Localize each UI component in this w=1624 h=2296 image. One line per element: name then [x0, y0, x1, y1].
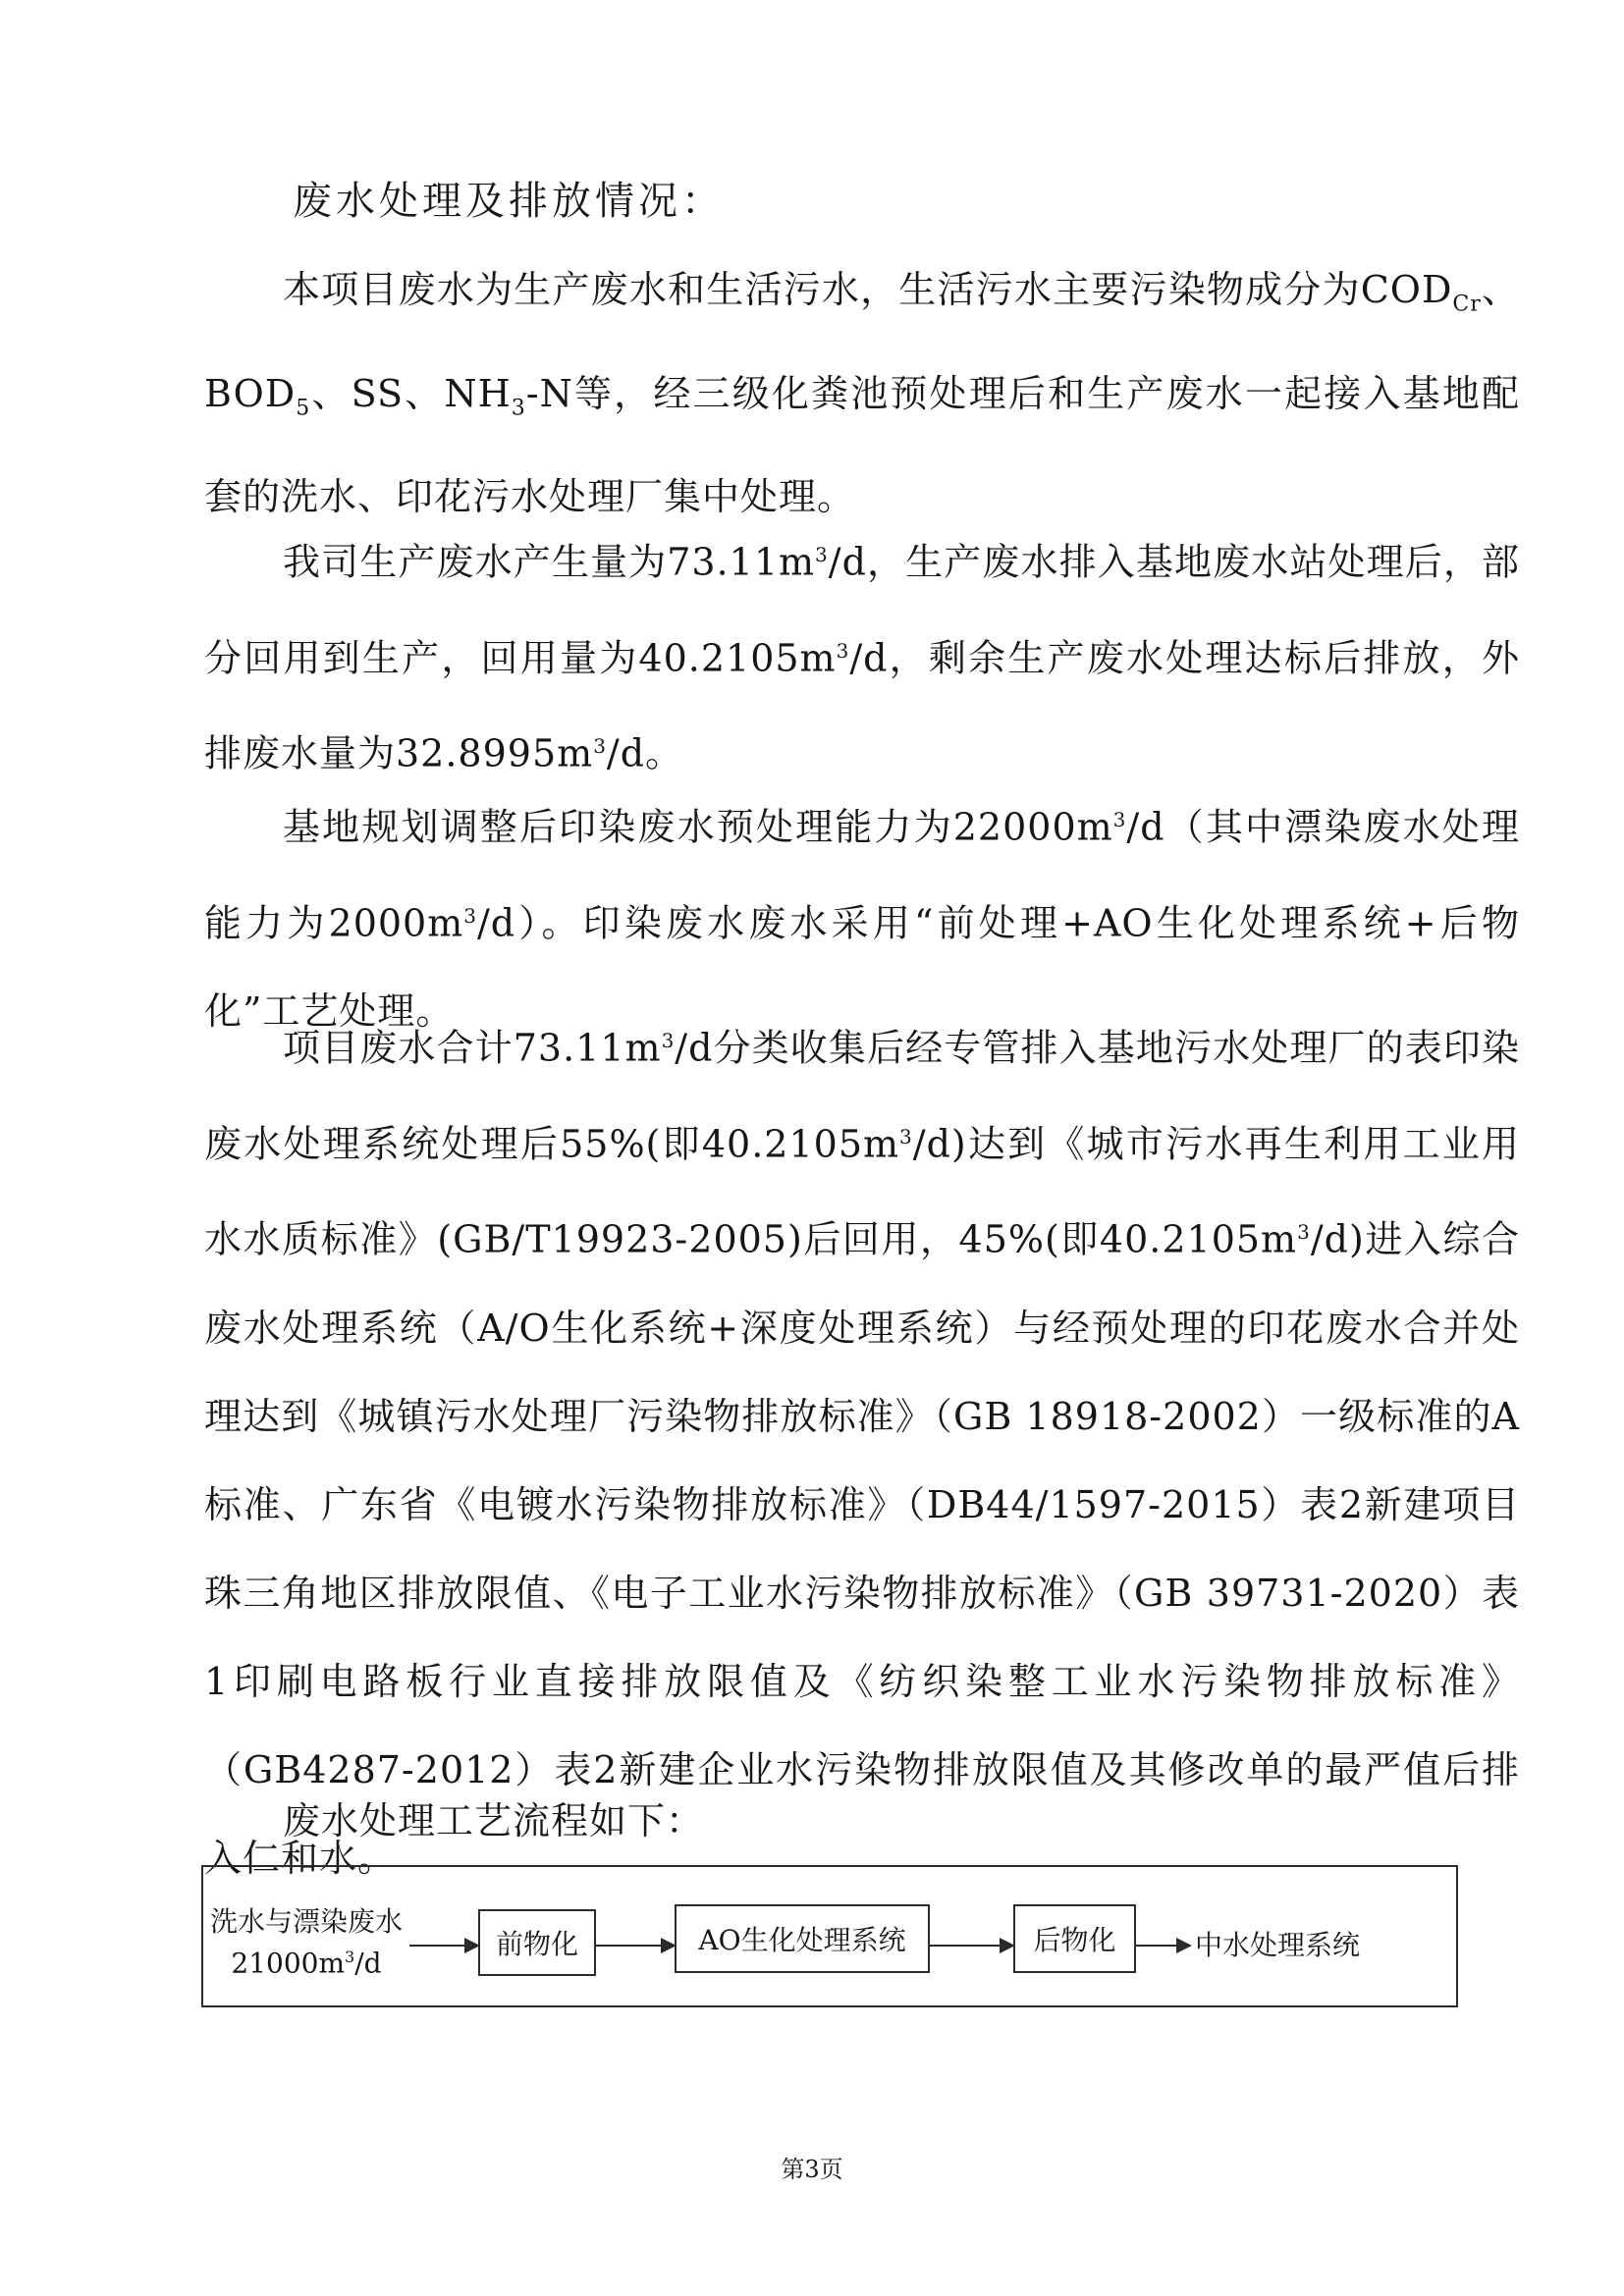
text-run: 项目废水合计73.11m — [283, 1026, 662, 1070]
text-run: /d)达到《城市污水再生利用工业用水水质标准》(GB/T19923-2005)后回用，45%(即40.2105m — [204, 1122, 1520, 1261]
text-run: /d，剩余生产废水处理达标后排放，外排废水量为32.8995m — [204, 636, 1520, 775]
subscript: Cr — [1452, 292, 1482, 317]
superscript: 3 — [815, 543, 829, 566]
text-run: 我司生产废水产生量为73.11m — [283, 540, 816, 584]
text-run: 本项目废水为生产废水和生活污水，生活污水主要污染物成分为COD — [283, 268, 1453, 311]
text-run: /d）。印染废水废水采用“前处理+AO生化处理系统+后物化”工艺处理。 — [204, 901, 1520, 1034]
flow-arrow — [930, 1945, 1013, 1947]
text-run: /d（其中漂染废水处理能力为2000m — [204, 805, 1520, 945]
text-run: 基地规划调整后印染废水预处理能力为22000m — [283, 805, 1113, 849]
process-flow-diagram — [201, 1865, 1458, 2007]
text-run: /d，生产废水排入基地废水站处理后，部分回用到生产，回用量为40.2105m — [204, 540, 1520, 680]
superscript: 3 — [593, 734, 607, 759]
flow-target: 中水处理系统 — [1195, 1929, 1361, 1961]
flow-arrow — [409, 1945, 478, 1947]
flow-source-volume — [208, 1940, 405, 1981]
subscript: 3 — [511, 396, 526, 421]
superscript: 3 — [1112, 808, 1127, 831]
paragraph-wastewater-types — [204, 245, 1520, 541]
superscript: 3 — [899, 1124, 913, 1148]
page-number: 第3页 — [781, 2156, 843, 2183]
flow-arrow — [596, 1945, 675, 1947]
text-run: /d)进入综合废水处理系统（A/O生化系统+深度处理系统）与经预处理的印花废水合并处理达到《城镇污水处理厂污染物排放标准》（GB 18918-2002）一级标准的A标准、广东省《电镀水污染物排放标准》（DB44/1597-2015）表2新建项目珠三角地区排放限值、《电子工业水污染物排放标准》（GB 39731-2020）表1印刷电路板行业直接排放限值及《纺织染整工业水污染物排放标准》（GB4287-2012）表2新建企业水污染物排放限值及其修改单的最严值后排入仁和水。 — [204, 1217, 1520, 1880]
flow-arrow — [1136, 1945, 1190, 1947]
text-run: -N等，经三级化粪池预处理后和生产废水一起接入基地配套的洗水、印花污水处理厂集中处理。 — [204, 371, 1520, 519]
text-run: 、SS、NH — [310, 371, 512, 415]
superscript: 3 — [836, 638, 850, 663]
superscript: 3 — [1297, 1220, 1311, 1245]
text-run: /d。 — [606, 731, 684, 775]
superscript: 3 — [345, 1948, 355, 1966]
text-run: 、BOD — [204, 268, 1520, 415]
text-run: 21000m — [231, 1947, 346, 1980]
superscript: 3 — [661, 1029, 676, 1052]
flow-step-pre-treatment: 前物化 — [478, 1909, 596, 1976]
paragraph-production-volume — [204, 510, 1520, 798]
text-run: /d — [354, 1947, 382, 1980]
flow-step-ao-biochemical: AO生化处理系统 — [675, 1904, 930, 1973]
flow-source-label: 洗水与漂染废水 — [209, 1905, 403, 1938]
flow-intro: 废水处理工艺流程如下： — [283, 1799, 705, 1842]
subscript: 5 — [296, 396, 311, 421]
flow-source — [208, 1904, 405, 1981]
section-heading: 废水处理及排放情况： — [293, 179, 725, 224]
text-run: /d分类收集后经专管排入基地污水处理厂的表印染废水处理系统处理后55%(即40.2105m — [204, 1026, 1520, 1166]
flow-step-post-treatment: 后物化 — [1013, 1904, 1136, 1973]
superscript: 3 — [463, 903, 477, 928]
paragraph-treatment-standards — [204, 996, 1520, 1902]
